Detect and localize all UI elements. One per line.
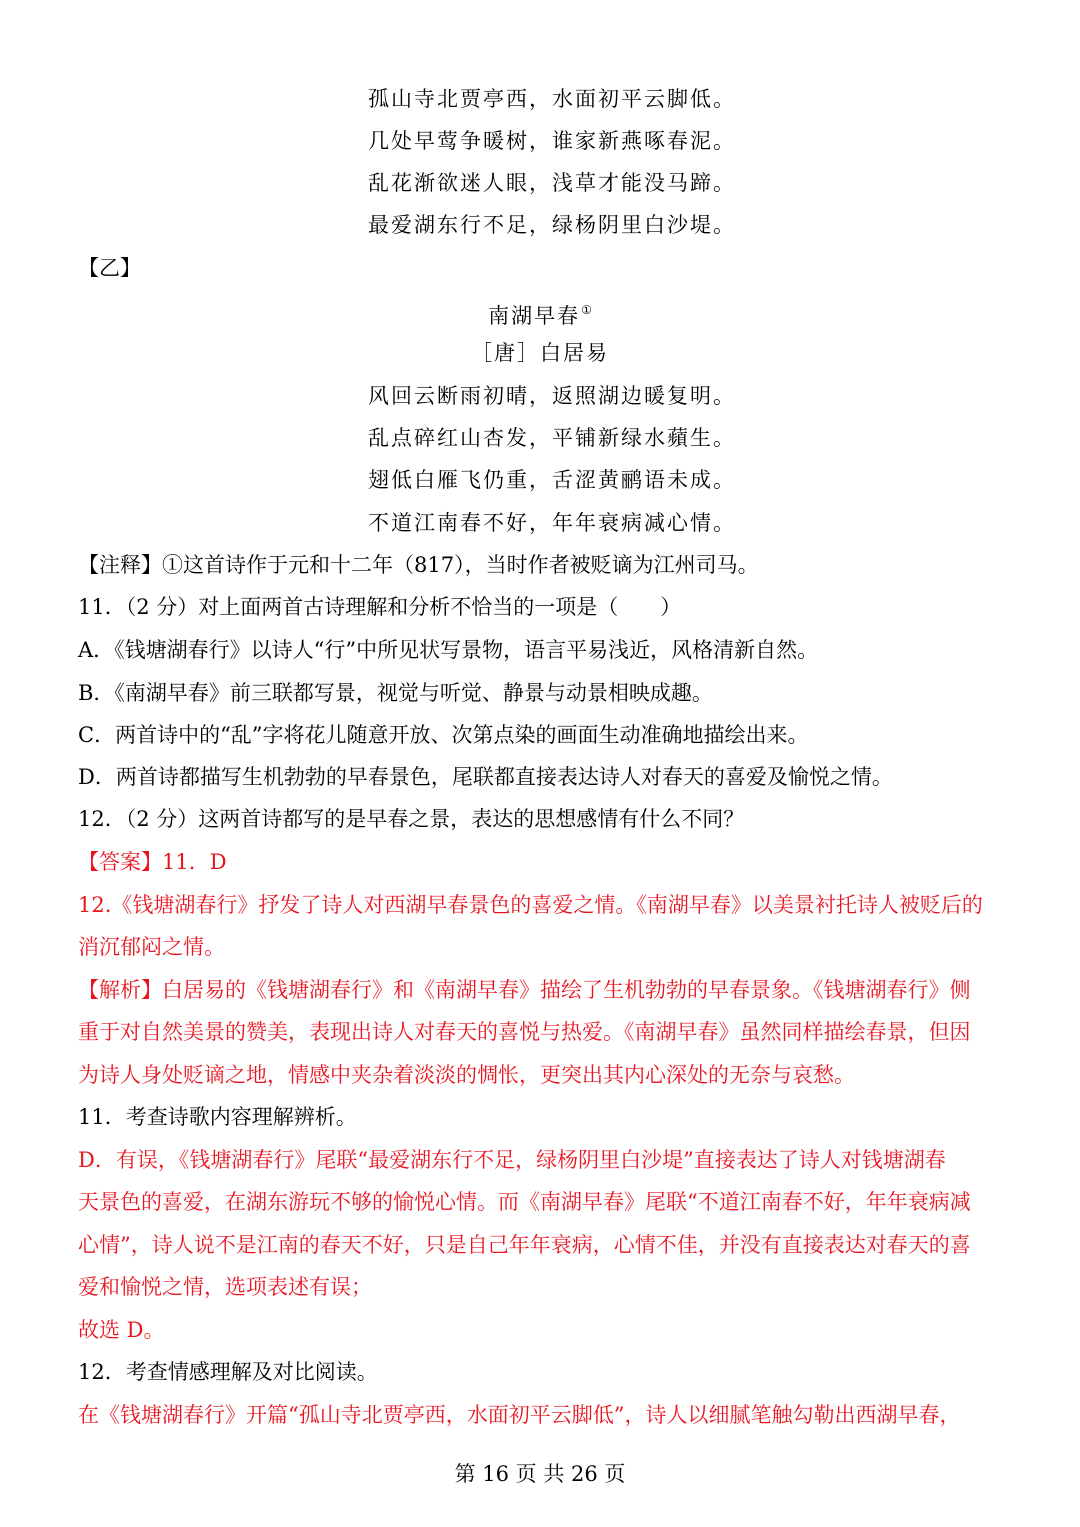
poem-note: 【注释】①这首诗作于元和十二年（817），当时作者被贬谪为江州司马。 bbox=[78, 553, 759, 577]
answer-line: 12.《钱塘湖春行》抒发了诗人对西湖早春景色的喜爱之情。《南湖早春》以美景衬托诗人被贬后的 bbox=[78, 893, 983, 917]
answer-line: 【答案】11．D bbox=[78, 850, 227, 874]
poem-jia-line: 最爱湖东行不足，绿杨阴里白沙堤。 bbox=[368, 213, 736, 237]
section-label: 【乙】 bbox=[78, 256, 141, 280]
analysis-q11-line: 故选 D。 bbox=[78, 1318, 165, 1342]
option-b: B．《南湖早春》前三联都写景，视觉与听觉、静景与动景相映成趣。 bbox=[78, 681, 713, 705]
analysis-line: 为诗人身处贬谪之地，情感中夹杂着淡淡的惆怅，更突出其内心深处的无奈与哀愁。 bbox=[78, 1063, 855, 1087]
answer-line: 消沉郁闷之情。 bbox=[78, 935, 225, 959]
poem-yi-line: 风回云断雨初晴，返照湖边暖复明。 bbox=[368, 384, 736, 408]
analysis-q11-line: 爱和愉悦之情，选项表述有误； bbox=[78, 1275, 372, 1299]
analysis-q12-heading: 12．考查情感理解及对比阅读。 bbox=[78, 1360, 378, 1384]
page-number: 第 16 页 共 26 页 bbox=[454, 1462, 626, 1486]
poem-jia-line: 几处早莺争暖树，谁家新燕啄春泥。 bbox=[368, 129, 736, 153]
poem-title bbox=[0, 295, 1080, 331]
analysis-q11-line: 天景色的喜爱，在湖东游玩不够的愉悦心情。而《南湖早春》尾联“不道江南春不好，年年衰病减 bbox=[78, 1190, 971, 1214]
poem-yi-line: 乱点碎红山杏发，平铺新绿水蘋生。 bbox=[368, 426, 736, 450]
poem-author: ［唐］白居易 bbox=[471, 341, 609, 365]
analysis-line: 重于对自然美景的赞美，表现出诗人对春天的喜悦与热爱。《南湖早春》虽然同样描绘春景，但因 bbox=[78, 1020, 971, 1044]
analysis-line: 【解析】白居易的《钱塘湖春行》和《南湖早春》描绘了生机勃勃的早春景象。《钱塘湖春行》侧 bbox=[78, 978, 971, 1002]
analysis-q11-line: 心情”，诗人说不是江南的春天不好，只是自己年年衰病，心情不佳，并没有直接表达对春天的喜 bbox=[78, 1233, 971, 1257]
poem-title-text: 南湖早春 bbox=[488, 304, 581, 328]
poem-yi-line: 翅低白雁飞仍重，舌涩黄鹂语未成。 bbox=[368, 468, 736, 492]
poem-jia-line: 孤山寺北贾亭西，水面初平云脚低。 bbox=[368, 87, 736, 111]
note-marker: ① bbox=[581, 303, 592, 317]
analysis-q11-heading: 11．考查诗歌内容理解辨析。 bbox=[78, 1105, 357, 1129]
question-12: 12．（2 分）这两首诗都写的是早春之景，表达的思想感情有什么不同？ bbox=[78, 807, 745, 831]
question-11: 11．（2 分）对上面两首古诗理解和分析不恰当的一项是（ ） bbox=[78, 595, 682, 619]
analysis-q12-line: 在《钱塘湖春行》开篇“孤山寺北贾亭西，水面初平云脚低”，诗人以细腻笔触勾勒出西湖早春， bbox=[78, 1403, 961, 1427]
poem-yi-line: 不道江南春不好，年年衰病减心情。 bbox=[368, 511, 736, 535]
option-c: C．两首诗中的“乱”字将花儿随意开放、次第点染的画面生动准确地描绘出来。 bbox=[78, 723, 809, 747]
poem-jia-line: 乱花渐欲迷人眼，浅草才能没马蹄。 bbox=[368, 171, 736, 195]
option-d: D．两首诗都描写生机勃勃的早春景色，尾联都直接表达诗人对春天的喜爱及愉悦之情。 bbox=[78, 765, 893, 789]
analysis-q11-line: D．有误，《钱塘湖春行》尾联“最爱湖东行不足，绿杨阴里白沙堤”直接表达了诗人对钱塘湖春 bbox=[78, 1148, 946, 1172]
option-a: A．《钱塘湖春行》以诗人“行”中所见状写景物，语言平易浅近，风格清新自然。 bbox=[78, 638, 819, 662]
